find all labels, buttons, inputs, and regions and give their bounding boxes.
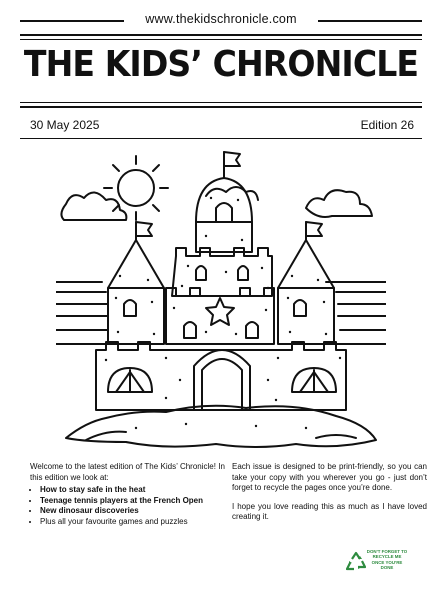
dateline-rule <box>20 138 422 139</box>
castle-center-block <box>166 288 274 344</box>
masthead-title: THE KIDS’ CHRONICLE <box>23 44 419 85</box>
masthead-rule-bottom-1 <box>20 102 422 103</box>
issue-date: 30 May 2025 <box>30 118 100 132</box>
castle-top-tower <box>196 152 252 252</box>
left-column <box>30 462 225 528</box>
sea-lines <box>56 282 386 344</box>
castle-middle-tier <box>172 248 272 296</box>
intro-paragraph: Welcome to the latest edition of The Kids’ Chronicle! In this edition we look at: <box>30 462 225 482</box>
castle-right-tower <box>278 222 334 344</box>
sandcastle-illustration <box>56 148 386 454</box>
list-item: • Plus all your favourite games and puzzles <box>40 517 225 528</box>
cloud-right-icon <box>306 190 372 217</box>
cloud-top-icon <box>206 187 258 200</box>
closing-paragraph: I hope you love reading this as much as I have loved creating it. <box>232 501 427 522</box>
recycle-reminder: DON’T FORGET TO RECYCLE ME ONCE YOU’RE DONE <box>366 549 408 571</box>
list-item: • New dinosaur discoveries <box>40 506 225 517</box>
topics-list <box>30 485 225 527</box>
masthead-rule-top-2 <box>20 39 422 40</box>
website-url[interactable]: www.thekidschronicle.com <box>145 12 297 26</box>
print-friendly-paragraph: Each issue is designed to be print-friendly, so you can take your copy with you wherever you go - just don’t forget to recycle the pages once you’re done. <box>232 462 427 493</box>
shell-left-icon <box>108 368 152 392</box>
castle-bottom-wall <box>96 342 346 410</box>
list-item: • How to stay safe in the heat <box>40 485 225 496</box>
sand-base <box>66 406 376 447</box>
castle-left-tower <box>108 222 164 344</box>
recycle-icon <box>346 551 366 575</box>
masthead-rule-top-1 <box>20 34 422 36</box>
sun-icon <box>104 156 168 220</box>
masthead-rule-bottom-2 <box>20 106 422 108</box>
shell-right-icon <box>292 368 336 392</box>
list-item: • Teenage tennis players at the French Open <box>40 496 225 507</box>
star-icon <box>206 298 234 325</box>
edition-number: Edition 26 <box>360 118 414 132</box>
right-column <box>232 462 427 531</box>
